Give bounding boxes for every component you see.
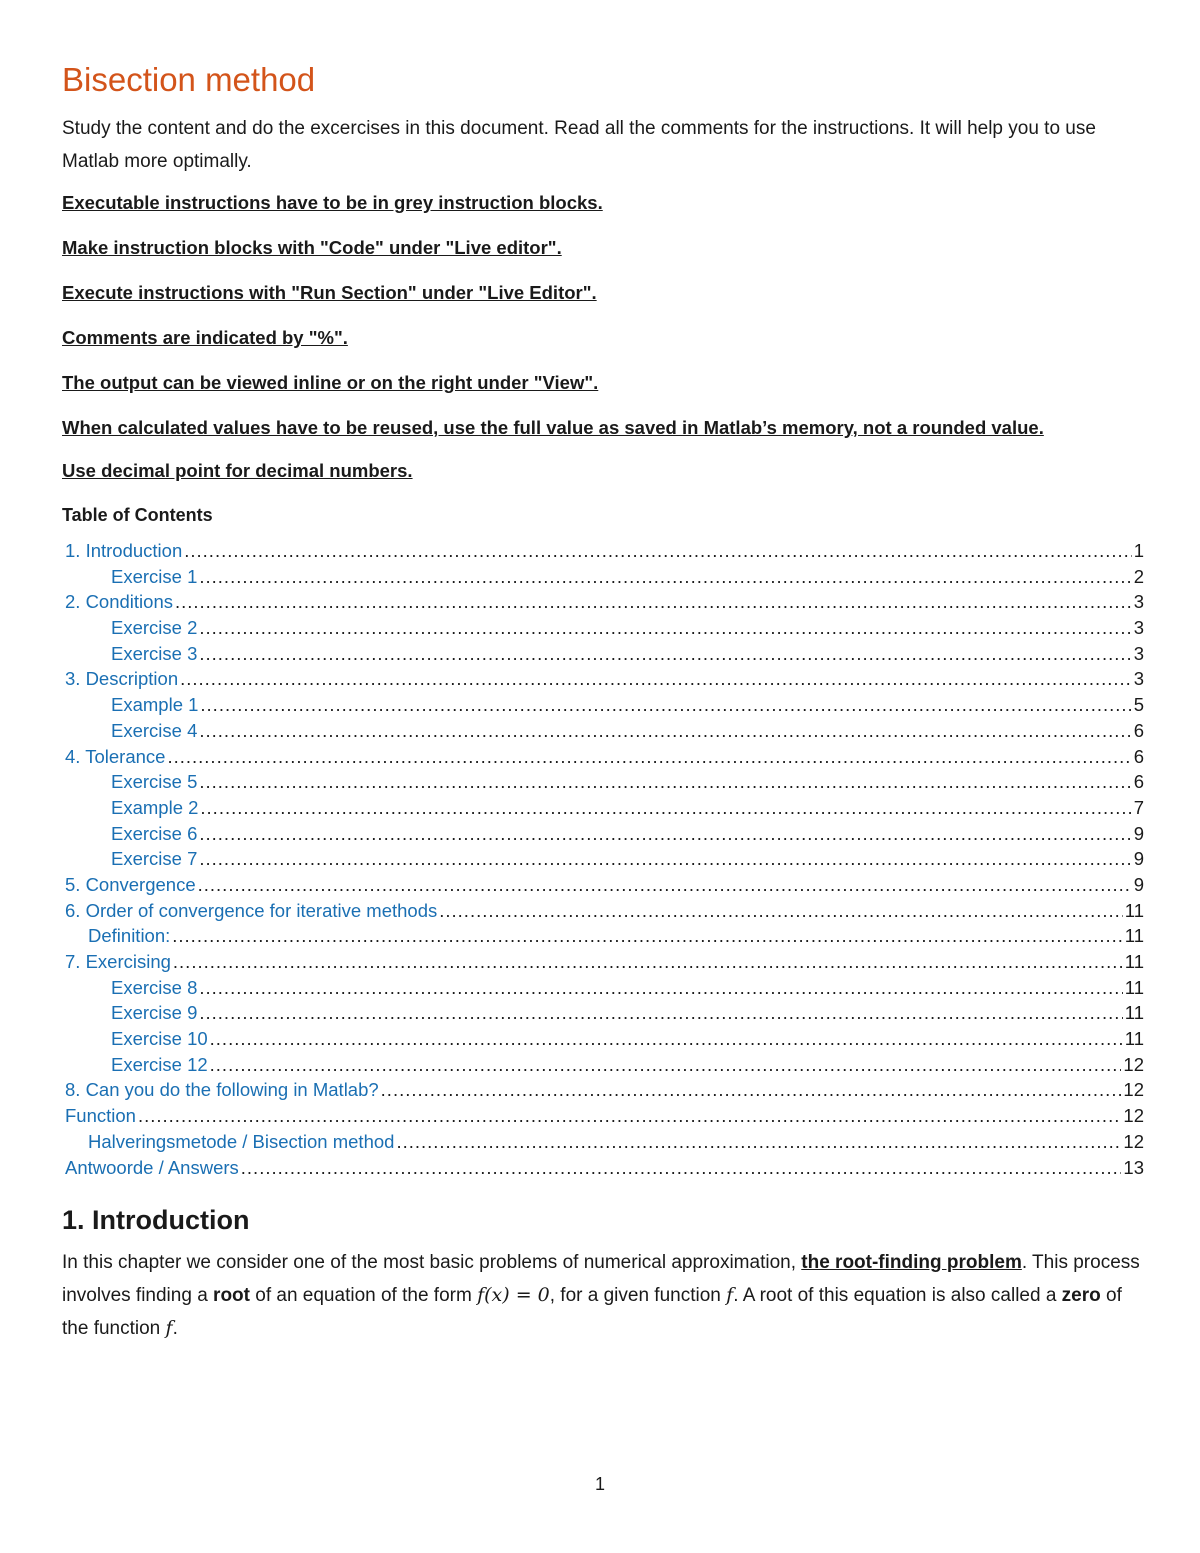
toc-entry[interactable] xyxy=(62,795,1144,821)
toc-page: 3 xyxy=(1133,642,1144,664)
toc-leader xyxy=(200,692,1131,718)
toc-entry[interactable] xyxy=(62,923,1144,949)
toc-link[interactable]: 4. Tolerance xyxy=(65,745,166,767)
text-run: In this chapter we consider one of the most basic problems of numerical approximation, xyxy=(62,1252,802,1274)
toc-page: 1 xyxy=(1133,540,1144,561)
toc-entry[interactable] xyxy=(62,1103,1144,1129)
toc-page: 7 xyxy=(1133,796,1144,818)
toc-leader xyxy=(396,1129,1121,1155)
instruction-rule: Executable instructions have to be in grey instruction blocks. xyxy=(62,192,603,213)
emphasis-text: root xyxy=(213,1285,250,1307)
toc-leader xyxy=(198,872,1132,898)
toc-page: 5 xyxy=(1133,694,1144,716)
text-run: . xyxy=(172,1318,178,1340)
toc-link[interactable]: Exercise 4 xyxy=(111,719,198,741)
instruction-rule: Comments are indicated by "%". xyxy=(62,327,348,348)
toc-link[interactable]: Halveringsmetode / Bisection method xyxy=(88,1130,395,1152)
math-variable: f xyxy=(726,1284,734,1307)
toc-entry[interactable] xyxy=(62,872,1144,898)
toc-leader xyxy=(381,1077,1122,1103)
toc-leader xyxy=(210,1052,1122,1078)
formula: f(x) = 0 xyxy=(477,1284,550,1307)
section-heading: 1. Introduction xyxy=(62,1205,250,1236)
toc-entry[interactable] xyxy=(62,692,1144,718)
toc-leader xyxy=(199,975,1122,1001)
toc-entry[interactable] xyxy=(62,589,1144,615)
toc-link[interactable]: 5. Convergence xyxy=(65,873,196,895)
section-paragraph xyxy=(62,1246,1144,1345)
toc-leader xyxy=(439,898,1123,924)
text-run: , for a given function xyxy=(549,1285,727,1307)
toc-page: 9 xyxy=(1133,873,1144,895)
toc-leader xyxy=(175,589,1132,615)
toc-link[interactable]: 6. Order of convergence for iterative methods xyxy=(65,899,438,921)
toc-leader xyxy=(199,641,1131,667)
toc-link[interactable]: Exercise 9 xyxy=(111,1002,198,1024)
toc-link[interactable]: Exercise 3 xyxy=(111,642,198,664)
toc-leader xyxy=(138,1103,1121,1129)
text-run: of the function xyxy=(62,1285,1122,1340)
toc-page: 11 xyxy=(1124,925,1144,947)
toc-page: 2 xyxy=(1133,565,1144,587)
table-of-contents xyxy=(62,538,1144,1180)
toc-link[interactable]: Definition: xyxy=(88,925,171,947)
toc-link[interactable]: Function xyxy=(65,1105,136,1127)
toc-entry[interactable] xyxy=(62,744,1144,770)
toc-leader xyxy=(167,744,1131,770)
instruction-rule: Make instruction blocks with "Code" under "Live editor". xyxy=(62,237,562,258)
text-run: . A root of this equation is also called a xyxy=(733,1285,1062,1307)
instruction-rule: Execute instructions with "Run Section" under "Live Editor". xyxy=(62,282,597,303)
toc-leader xyxy=(241,1155,1122,1181)
math-variable: f xyxy=(165,1317,173,1340)
toc-page: 11 xyxy=(1124,899,1144,921)
toc-entry[interactable] xyxy=(62,641,1144,667)
toc-page: 3 xyxy=(1133,668,1144,690)
toc-entry[interactable] xyxy=(62,718,1144,744)
toc-heading: Table of Contents xyxy=(62,505,213,525)
text-run: of an equation of the form xyxy=(249,1285,478,1307)
instruction-rule: When calculated values have to be reused, use the full value as saved in Matlab’s memory, not a rounded value. xyxy=(62,417,1044,438)
toc-page: 9 xyxy=(1133,848,1144,870)
toc-page: 6 xyxy=(1133,745,1144,767)
toc-page: 11 xyxy=(1124,976,1144,998)
toc-entry[interactable] xyxy=(62,1026,1144,1052)
toc-page: 9 xyxy=(1133,822,1144,844)
toc-link[interactable]: Example 2 xyxy=(111,796,199,818)
toc-entry[interactable] xyxy=(62,821,1144,847)
toc-link[interactable]: Exercise 8 xyxy=(111,976,198,998)
toc-leader xyxy=(199,615,1131,641)
toc-link[interactable]: Exercise 6 xyxy=(111,822,198,844)
toc-page: 13 xyxy=(1123,1156,1144,1178)
toc-page: 3 xyxy=(1133,591,1144,613)
emphasis-text: the root-finding problem xyxy=(801,1252,1022,1274)
toc-leader xyxy=(200,795,1131,821)
toc-link[interactable]: Exercise 2 xyxy=(111,617,198,639)
toc-leader xyxy=(199,769,1131,795)
toc-link[interactable]: 8. Can you do the following in Matlab? xyxy=(65,1079,379,1101)
toc-entry[interactable] xyxy=(62,846,1144,872)
toc-link[interactable]: Exercise 5 xyxy=(111,771,198,793)
instruction-rule: Use decimal point for decimal numbers. xyxy=(62,460,413,481)
toc-link[interactable]: Example 1 xyxy=(111,694,199,716)
toc-link[interactable]: 7. Exercising xyxy=(65,951,171,972)
text-run: . This process involves finding a xyxy=(62,1252,1140,1307)
toc-entry[interactable] xyxy=(62,1077,1144,1103)
toc-link[interactable]: Exercise 1 xyxy=(111,565,198,587)
instruction-rule: The output can be viewed inline or on the right under "View". xyxy=(62,372,599,393)
toc-entry[interactable] xyxy=(62,898,1144,924)
toc-page: 11 xyxy=(1124,1028,1144,1050)
toc-entry[interactable] xyxy=(62,666,1144,692)
toc-entry[interactable] xyxy=(62,538,1144,564)
toc-leader xyxy=(180,666,1132,692)
toc-page: 12 xyxy=(1123,1130,1144,1152)
toc-link[interactable]: Exercise 12 xyxy=(111,1053,208,1075)
toc-entry[interactable] xyxy=(62,1155,1144,1181)
intro-paragraph: Study the content and do the excercises in this document. Read all the comments for the instructions. It will help you to use Matlab more optimally. xyxy=(62,118,1096,172)
toc-entry[interactable] xyxy=(62,949,1144,975)
toc-leader xyxy=(199,821,1131,847)
toc-link[interactable]: Exercise 10 xyxy=(111,1028,208,1050)
toc-page: 11 xyxy=(1124,1002,1144,1024)
toc-page: 11 xyxy=(1124,951,1144,972)
toc-page: 3 xyxy=(1133,617,1144,639)
toc-leader xyxy=(184,538,1131,564)
document-title: Bisection method xyxy=(62,61,316,98)
toc-page: 12 xyxy=(1123,1079,1144,1101)
toc-entry[interactable] xyxy=(62,1129,1144,1155)
toc-leader xyxy=(199,846,1131,872)
toc-link[interactable]: Antwoorde / Answers xyxy=(65,1156,239,1178)
toc-leader xyxy=(199,718,1131,744)
toc-page: 6 xyxy=(1133,719,1144,741)
toc-leader xyxy=(173,949,1123,975)
toc-link[interactable]: Exercise 7 xyxy=(111,848,198,870)
toc-page: 12 xyxy=(1123,1105,1144,1127)
page-number: 1 xyxy=(594,1474,605,1494)
toc-leader xyxy=(210,1026,1123,1052)
toc-link[interactable]: 1. Introduction xyxy=(65,540,183,561)
toc-leader xyxy=(199,564,1131,590)
document-page xyxy=(62,56,1144,1345)
toc-entry[interactable] xyxy=(62,1000,1144,1026)
toc-link[interactable]: 2. Conditions xyxy=(65,591,173,613)
toc-page: 12 xyxy=(1123,1053,1144,1075)
toc-entry[interactable] xyxy=(62,615,1144,641)
toc-entry[interactable] xyxy=(62,564,1144,590)
toc-leader xyxy=(172,923,1123,949)
emphasis-text: zero xyxy=(1061,1285,1101,1307)
toc-page: 6 xyxy=(1133,771,1144,793)
toc-entry[interactable] xyxy=(62,975,1144,1001)
toc-leader xyxy=(199,1000,1122,1026)
toc-entry[interactable] xyxy=(62,769,1144,795)
toc-link[interactable]: 3. Description xyxy=(65,668,179,690)
toc-entry[interactable] xyxy=(62,1052,1144,1078)
